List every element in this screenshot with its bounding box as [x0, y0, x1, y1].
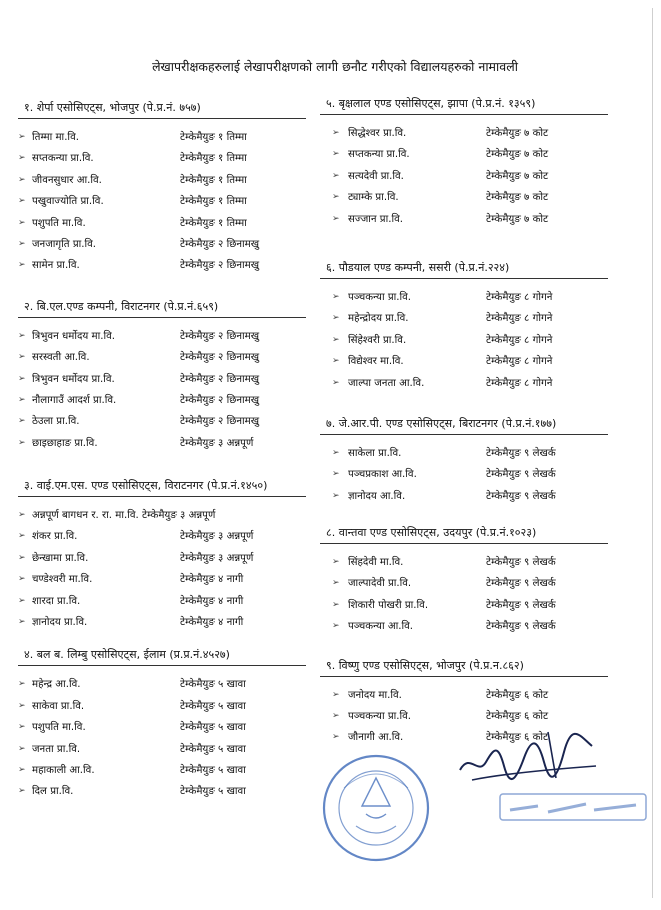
school-name: पञ्चप्रकाश आ.वि.: [348, 469, 417, 481]
school-address: टेम्केमैयुङ ४ नागी: [180, 574, 244, 586]
school-name: अन्नपूर्ण बागधन र. रा. मा.वि. टेम्केमैयुङ ३ अन्नपूर्ण: [32, 510, 216, 522]
bullet-arrow-icon: ➢: [332, 149, 340, 160]
school-row: [18, 170, 318, 191]
school-row: [320, 486, 620, 507]
auditor-heading: ५. बृक्षलाल एण्ड एसोसिएट्स, झापा (पे.प्र.नं. १३५९): [320, 94, 608, 115]
school-name: जनोदय मा.वि.: [348, 689, 402, 701]
school-address: टेम्केमैयुङ २ छिनामखु: [180, 260, 260, 272]
school-name: छेन्खामा प्रा.वि.: [32, 552, 89, 564]
school-address: टेम्केमैयुङ ५ खावा: [180, 722, 246, 734]
school-row: [320, 573, 620, 594]
school-name: जीवनसुधार आ.वि.: [32, 174, 102, 186]
bullet-arrow-icon: ➢: [18, 722, 26, 733]
bullet-arrow-icon: ➢: [332, 447, 340, 458]
school-row: [320, 308, 620, 329]
school-row: [320, 166, 620, 187]
bullet-arrow-icon: ➢: [332, 192, 340, 203]
school-row: [18, 781, 318, 802]
school-address: टेम्केमैयुङ ६ कोट: [486, 732, 549, 744]
school-name: ट्याम्के प्रा.वि.: [348, 192, 399, 204]
school-address: टेम्केमैयुङ ८ गोगने: [486, 291, 553, 303]
school-address: टेम्केमैयुङ ५ खावा: [180, 786, 246, 798]
bullet-arrow-icon: ➢: [332, 213, 340, 224]
school-row: [18, 326, 318, 347]
school-name: सिंहदेवी मा.वि.: [348, 557, 404, 569]
school-row: [18, 591, 318, 612]
bullet-arrow-icon: ➢: [332, 557, 340, 568]
school-name: जौनागी आ.वि.: [348, 732, 404, 744]
school-address: टेम्केमैयुङ ५ खावा: [180, 764, 246, 776]
school-name: पञ्चकन्या प्रा.वि.: [348, 291, 412, 303]
school-row: [18, 347, 318, 368]
school-name: जाल्पादेवी प्रा.वि.: [348, 578, 412, 590]
school-address: टेम्केमैयुङ ८ गोगने: [486, 356, 553, 368]
school-address: टेम्केमैयुङ २ छिनामखु: [180, 352, 260, 364]
school-row: [18, 569, 318, 590]
school-address: टेम्केमैयुङ ५ खावा: [180, 743, 246, 755]
school-name: तिम्मा मा.वि.: [32, 132, 79, 143]
office-seal-stamp: [316, 748, 436, 868]
bullet-arrow-icon: ➢: [18, 574, 26, 585]
school-row: [18, 255, 318, 276]
school-name: त्रिभुवन धर्मोदय प्रा.वि.: [32, 373, 115, 385]
left-column: [18, 98, 318, 803]
school-row: [320, 351, 620, 372]
school-name: सिंहेश्वरी प्रा.वि.: [348, 334, 407, 346]
school-address: टेम्केमैयुङ ७ कोट: [486, 192, 549, 204]
school-address: टेम्केमैयुङ ९ लेखर्क: [486, 469, 556, 481]
bullet-arrow-icon: ➢: [332, 578, 340, 589]
school-row: [320, 187, 620, 208]
school-row: [18, 234, 318, 255]
school-name: पञ्चकन्या प्रा.वि.: [348, 711, 412, 723]
bullet-arrow-icon: ➢: [18, 330, 26, 341]
auditor-heading: २. बि.एल.एण्ड कम्पनी, विराटनगर (पे.प्र.नं.६५९): [18, 297, 306, 318]
bullet-arrow-icon: ➢: [18, 764, 26, 775]
school-name: पखुवाज्योति प्रा.वि.: [32, 196, 104, 208]
school-address: टेम्केमैयुङ २ छिनामखु: [180, 416, 260, 428]
school-row: [320, 287, 620, 308]
school-row: [18, 739, 318, 760]
school-name: ज्ञानोदय प्रा.वि.: [32, 617, 88, 629]
school-row: [18, 127, 318, 148]
school-name: साकेवा प्रा.वि.: [32, 700, 85, 712]
school-address: टेम्केमैयुङ ९ लेखर्क: [486, 621, 556, 633]
bullet-arrow-icon: ➢: [18, 679, 26, 690]
school-name: सरस्वती आ.वि.: [32, 352, 90, 364]
school-row: [320, 209, 620, 230]
auditor-section: [18, 98, 318, 277]
bullet-arrow-icon: ➢: [18, 352, 26, 363]
school-name: जाल्पा जनता आ.वि.: [348, 377, 425, 389]
school-name: पशुपति मा.वि.: [32, 217, 86, 229]
bullet-arrow-icon: ➢: [332, 490, 340, 501]
auditor-section: [18, 645, 318, 802]
auditor-heading: ३. वाई.एम.एस. एण्ड एसोसिएट्स, विराटनगर (पे.प्र.नं.१४५०): [18, 476, 306, 497]
school-row: [18, 505, 318, 526]
school-address: टेम्केमैयुङ ८ गोगने: [486, 313, 553, 325]
bullet-arrow-icon: ➢: [18, 531, 26, 542]
school-name: त्रिभुवन धर्मोदय मा.वि.: [32, 330, 116, 342]
bullet-arrow-icon: ➢: [18, 595, 26, 606]
school-name: ज्ञानोदय आ.वि.: [348, 490, 406, 502]
auditor-heading: १. शेर्पा एसोसिएट्स, भोजपुर (पे.प्र.नं. ७५७): [18, 98, 306, 119]
school-row: [320, 144, 620, 165]
school-address: टेम्केमैयुङ १ तिम्मा: [180, 153, 247, 165]
school-name: ठेउला प्रा.वि.: [32, 416, 80, 428]
school-name: सिद्धेश्वर प्रा.वि.: [348, 128, 407, 139]
school-address: टेम्केमैयुङ २ छिनामखु: [180, 394, 260, 406]
school-address: टेम्केमैयुङ १ तिम्मा: [180, 217, 247, 229]
bullet-arrow-icon: ➢: [18, 153, 26, 164]
auditor-heading: ९. विष्णु एण्ड एसोसिएट्स, भोजपुर (पे.प्र.न.८६२): [320, 656, 608, 677]
bullet-arrow-icon: ➢: [18, 238, 26, 249]
school-name: विद्येश्वर मा.वि.: [348, 356, 404, 368]
school-address: टेम्केमैयुङ ९ लेखर्क: [486, 557, 556, 569]
bullet-arrow-icon: ➢: [332, 170, 340, 181]
school-name: जनता प्रा.वि.: [32, 743, 81, 755]
school-name: दिल प्रा.वि.: [32, 786, 74, 798]
school-row: [320, 373, 620, 394]
bullet-arrow-icon: ➢: [332, 732, 340, 743]
school-name: सामेन प्रा.वि.: [32, 260, 80, 272]
school-address: टेम्केमैयुङ ७ कोट: [486, 213, 549, 225]
bullet-arrow-icon: ➢: [18, 373, 26, 384]
school-name: छाइछाहाङ प्रा.वि.: [32, 437, 98, 449]
bullet-arrow-icon: ➢: [18, 743, 26, 754]
bullet-arrow-icon: ➢: [18, 260, 26, 271]
school-row: [18, 213, 318, 234]
bullet-arrow-icon: ➢: [18, 217, 26, 228]
school-address: टेम्केमैयुङ ३ अन्नपूर्ण: [180, 437, 254, 449]
document-title: लेखापरीक्षकहरुलाई लेखापरीक्षणको लागी छनौट गरीएको विद्यालयहरुको नामावली: [152, 59, 518, 74]
right-column: [320, 94, 620, 749]
bullet-arrow-icon: ➢: [18, 196, 26, 207]
bullet-arrow-icon: ➢: [332, 469, 340, 480]
school-name: चण्डेश्वरी मा.वि.: [32, 574, 93, 586]
bullet-arrow-icon: ➢: [332, 356, 340, 367]
school-row: [18, 369, 318, 390]
school-address: टेम्केमैयुङ ६ कोट: [486, 689, 549, 701]
school-name: साकेला प्रा.वि.: [348, 447, 402, 459]
school-name: शारदा प्रा.वि.: [32, 595, 81, 607]
school-address: टेम्केमैयुङ ७ कोट: [486, 170, 549, 182]
school-name: शिकारी पोखरी प्रा.वि.: [348, 599, 429, 611]
auditor-heading: ६. पौडयाल एण्ड कम्पनी, ससरी (पे.प्र.नं.२२४): [320, 258, 608, 279]
auditor-section: [18, 476, 318, 633]
school-name: सप्तकन्या प्रा.वि.: [348, 149, 410, 161]
school-address: टेम्केमैयुङ ९ लेखर्क: [486, 599, 556, 611]
school-address: टेम्केमैयुङ ६ कोट: [486, 711, 549, 723]
handwritten-signature: [452, 722, 602, 792]
auditor-section: [18, 297, 318, 454]
bullet-arrow-icon: ➢: [18, 700, 26, 711]
bullet-arrow-icon: ➢: [332, 291, 340, 302]
school-name: महेन्द्र आ.वि.: [32, 679, 81, 691]
school-address: टेम्केमैयुङ ७ कोट: [486, 128, 549, 139]
bullet-arrow-icon: ➢: [18, 786, 26, 797]
auditor-section: [320, 258, 620, 394]
auditor-section: [320, 523, 620, 638]
auditor-heading: ४. बल ब. लिम्बु एसोसिएट्स, ईलाम (प्र.प्र.नं.४५२७): [18, 645, 306, 666]
school-address: टेम्केमैयुङ ८ गोगने: [486, 334, 553, 346]
school-address: टेम्केमैयुङ ४ नागी: [180, 617, 244, 629]
bullet-arrow-icon: ➢: [18, 132, 26, 142]
school-address: टेम्केमैयुङ १ तिम्मा: [180, 174, 247, 186]
auditor-section: [320, 94, 620, 230]
official-rubber-stamp: [498, 790, 648, 824]
bullet-arrow-icon: ➢: [332, 334, 340, 345]
school-name: शंकर प्रा.वि.: [32, 531, 78, 543]
school-name: जनजागृति प्रा.वि.: [32, 238, 97, 250]
school-address: टेम्केमैयुङ २ छिनामखु: [180, 373, 260, 385]
bullet-arrow-icon: ➢: [332, 599, 340, 610]
school-row: [18, 191, 318, 212]
school-name: पञ्चकन्या आ.वि.: [348, 621, 414, 633]
school-address: टेम्केमैयुङ ५ खावा: [180, 679, 246, 691]
school-address: टेम्केमैयुङ ९ लेखर्क: [486, 447, 556, 459]
bullet-arrow-icon: ➢: [332, 621, 340, 632]
bullet-arrow-icon: ➢: [332, 689, 340, 700]
school-row: [320, 464, 620, 485]
school-row: [18, 148, 318, 169]
bullet-arrow-icon: ➢: [332, 313, 340, 324]
school-name: महाकाली आ.वि.: [32, 764, 95, 776]
school-row: [18, 433, 318, 454]
bullet-arrow-icon: ➢: [332, 711, 340, 722]
school-row: [320, 552, 620, 573]
school-address: टेम्केमैयुङ ९ लेखर्क: [486, 490, 556, 502]
school-address: टेम्केमैयुङ १ तिम्मा: [180, 196, 247, 208]
auditor-heading: ७. जे.आर.पी. एण्ड एसोसिएट्स, बिराटनगर (पे.प्र.नं.१७७): [320, 414, 608, 435]
school-name: पशुपति मा.वि.: [32, 722, 86, 734]
school-row: [18, 717, 318, 738]
bullet-arrow-icon: ➢: [18, 617, 26, 628]
school-name: सप्तकन्या प्रा.वि.: [32, 153, 94, 165]
school-address: टेम्केमैयुङ १ तिम्मा: [180, 132, 247, 143]
school-address: टेम्केमैयुङ ३ अन्नपूर्ण: [180, 552, 254, 564]
bullet-arrow-icon: ➢: [332, 128, 340, 138]
school-row: [18, 526, 318, 547]
school-row: [18, 548, 318, 569]
school-row: [18, 612, 318, 633]
school-address: टेम्केमैयुङ २ छिनामखु: [180, 238, 260, 250]
school-address: टेम्केमैयुङ ४ नागी: [180, 595, 244, 607]
school-row: [320, 595, 620, 616]
school-address: टेम्केमैयुङ ७ कोट: [486, 149, 549, 161]
school-address: टेम्केमैयुङ ३ अन्नपूर्ण: [180, 531, 254, 543]
school-name: सत्यदेवी प्रा.वि.: [348, 170, 404, 182]
school-row: [18, 760, 318, 781]
school-name: नौलागाउँ आदर्श प्रा.वि.: [32, 394, 117, 406]
school-row: [320, 443, 620, 464]
school-address: टेम्केमैयुङ ९ लेखर्क: [486, 578, 556, 590]
bullet-arrow-icon: ➢: [18, 552, 26, 563]
bullet-arrow-icon: ➢: [18, 437, 26, 448]
school-address: टेम्केमैयुङ २ छिनामखु: [180, 330, 260, 342]
school-name: सज्जान प्रा.वि.: [348, 213, 404, 225]
school-row: [18, 674, 318, 695]
bullet-arrow-icon: ➢: [18, 174, 26, 185]
school-address: टेम्केमैयुङ ८ गोगने: [486, 377, 553, 389]
auditor-heading: ८. वान्तवा एण्ड एसोसिएट्स, उदयपुर (पे.प्र.नं.१०२३): [320, 523, 608, 544]
school-row: [18, 390, 318, 411]
bullet-arrow-icon: ➢: [18, 510, 26, 521]
bullet-arrow-icon: ➢: [18, 394, 26, 405]
school-row: [18, 411, 318, 432]
school-row: [320, 330, 620, 351]
auditor-section: [320, 414, 620, 507]
bullet-arrow-icon: ➢: [18, 416, 26, 427]
school-row: [320, 616, 620, 637]
school-row: [320, 685, 620, 706]
bullet-arrow-icon: ➢: [332, 377, 340, 388]
school-row: [320, 123, 620, 144]
school-address: टेम्केमैयुङ ५ खावा: [180, 700, 246, 712]
school-row: [18, 696, 318, 717]
school-name: महेन्द्रोदय प्रा.वि.: [348, 313, 409, 325]
